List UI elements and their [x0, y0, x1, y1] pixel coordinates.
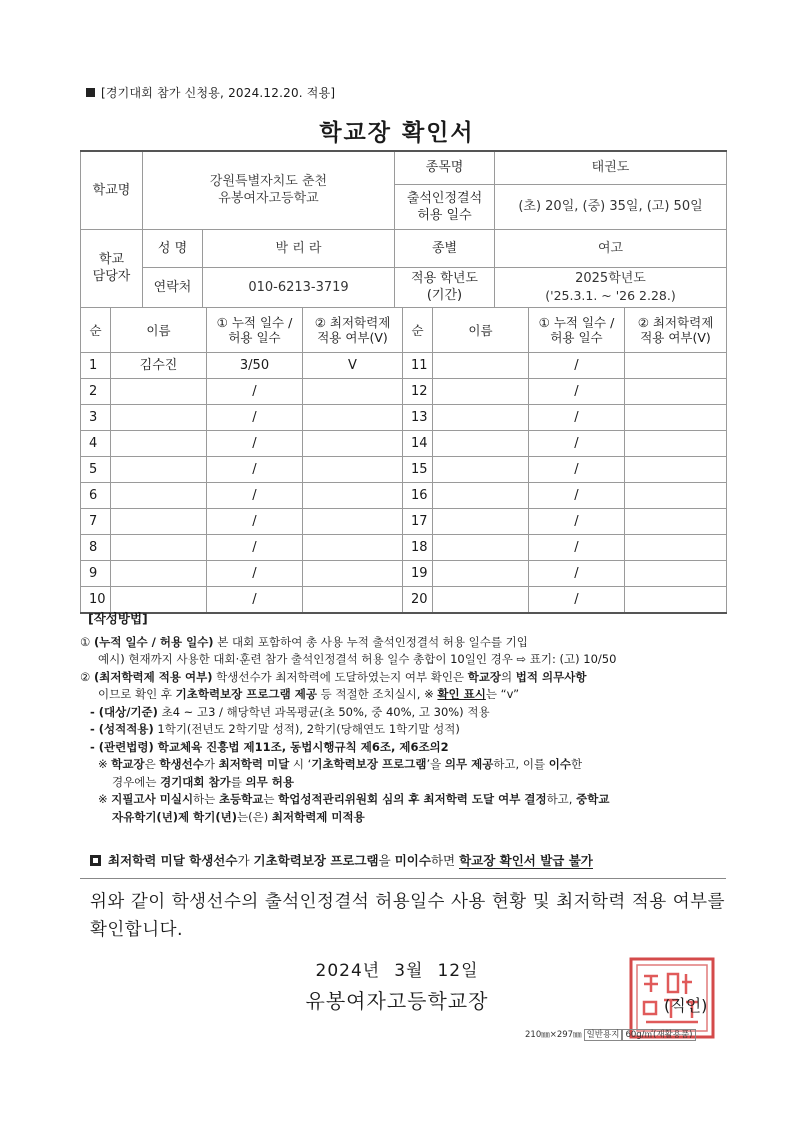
- student-name-left: [111, 483, 207, 509]
- student-name-left: [111, 535, 207, 561]
- row-number-left: 7: [81, 509, 111, 535]
- min-grade-left: [303, 561, 403, 587]
- days-right: /: [529, 353, 625, 379]
- days-right: /: [529, 405, 625, 431]
- days-left: /: [207, 535, 303, 561]
- student-table-header: [81, 308, 727, 353]
- student-name-left: 김수진: [111, 353, 207, 379]
- row-number-left: 4: [81, 431, 111, 457]
- days-left: 3/50: [207, 353, 303, 379]
- row-number-left: 8: [81, 535, 111, 561]
- days-right: /: [529, 561, 625, 587]
- year-value: 2025학년도 ('25.3.1. ~ '26 2.28.): [495, 267, 727, 307]
- page-title: 학교장 확인서: [319, 120, 475, 146]
- row-number-right: 12: [403, 379, 433, 405]
- row-number-right: 18: [403, 535, 433, 561]
- student-name-right: [433, 535, 529, 561]
- table-row: [81, 353, 727, 379]
- row-number-left: 3: [81, 405, 111, 431]
- row-number-right: 19: [403, 561, 433, 587]
- writing-method: [80, 610, 730, 826]
- row-number-left: 1: [81, 353, 111, 379]
- method-line-10: ※ 지필고사 미실시하는 초등학교는 학업성적관리위원회 심의 후 최저학력 도달 여부 결정하고, 중학교: [98, 792, 610, 806]
- min-grade-right: [625, 405, 727, 431]
- student-name-left: [111, 431, 207, 457]
- confirm-text: 위와 같이 학생선수의 출석인정결석 허용일수 사용 현황 및 최저학력 적용 여부를 확인합니다.: [90, 892, 725, 940]
- student-name-left: [111, 509, 207, 535]
- min-grade-right: [625, 457, 727, 483]
- row-number-right: 15: [403, 457, 433, 483]
- days-left: /: [207, 405, 303, 431]
- method-line-8: ※ 학교장은 학생선수가 최저학력 미달 시 ‘기초학력보장 프로그램’을 의무 제공하고, 이를 이수한: [98, 757, 583, 771]
- allowed-days-value: (초) 20일, (중) 35일, (고) 50일: [495, 184, 727, 229]
- col-name-right: 이름: [433, 308, 529, 353]
- student-name-right: [433, 561, 529, 587]
- student-name-left: [111, 379, 207, 405]
- method-line-6: - (성적적용) 1학기(전년도 2학기말 성적), 2학기(당해연도 1학기말 성적): [90, 722, 460, 736]
- min-grade-left: [303, 535, 403, 561]
- min-grade-left: [303, 431, 403, 457]
- row-number-left: 2: [81, 379, 111, 405]
- table-row: [81, 457, 727, 483]
- days-left: /: [207, 431, 303, 457]
- row-number-right: 17: [403, 509, 433, 535]
- method-line-3: ② (최저학력제 적용 여부) 학생선수가 최저학력에 도달하였는지 여부 확인은 학교장의 법적 의무사항: [80, 669, 587, 684]
- student-name-right: [433, 509, 529, 535]
- arrow-box-icon: [90, 855, 101, 866]
- min-grade-left: [303, 379, 403, 405]
- row-number-left: 10: [81, 587, 111, 614]
- days-right: /: [529, 379, 625, 405]
- event-value: 태권도: [495, 151, 727, 184]
- student-name-right: [433, 405, 529, 431]
- method-line-2: 예시) 현재까지 사용한 대회·훈련 참가 출석인정결석 허용 일수 총합이 10일인 경우 ⇨ 표기: (고) 10/50: [98, 652, 617, 666]
- col-min-left: ② 최저학력제 적용 여부(V): [303, 308, 403, 353]
- table-row: [81, 561, 727, 587]
- allowed-days-label: 출석인정결석 허용 일수: [395, 184, 495, 229]
- row-number-right: 16: [403, 483, 433, 509]
- min-grade-right: [625, 535, 727, 561]
- col-min-right: ② 최저학력제 적용 여부(V): [625, 308, 727, 353]
- col-days-left: ① 누적 일수 / 허용 일수: [207, 308, 303, 353]
- contact-value: 010-6213-3719: [203, 267, 395, 307]
- seal-label: (직인): [664, 996, 708, 1015]
- days-left: /: [207, 379, 303, 405]
- table-row: [81, 405, 727, 431]
- issue-date: 2024년 3월 12일: [315, 961, 479, 981]
- method-line-11: 자유학기(년)제 학기(년)는(은) 최저학력제 미적용: [112, 809, 365, 824]
- name-value: 박 리 라: [203, 229, 395, 267]
- method-line-9: 경우에는 경기대회 참가를 의무 허용: [112, 774, 294, 789]
- signer-name: 유봉여자고등학교장: [305, 989, 489, 1013]
- school-label: 학교명: [81, 151, 143, 229]
- min-grade-left: V: [303, 353, 403, 379]
- days-right: /: [529, 509, 625, 535]
- method-line-5: - (대상/기준) 초4 ~ 고3 / 해당학년 과목평균(초 50%, 중 40%, 고 30%) 적용: [90, 704, 490, 719]
- year-label: 적용 학년도 (기간): [395, 267, 495, 307]
- days-right: /: [529, 457, 625, 483]
- col-no-left: 순: [81, 308, 111, 353]
- min-grade-right: [625, 561, 727, 587]
- warning-line: 최저학력 미달 학생선수가 기초학력보장 프로그램을 미이수하면 학교장 확인서 발급 불가: [90, 851, 593, 869]
- student-name-right: [433, 431, 529, 457]
- col-days-right: ① 누적 일수 / 허용 일수: [529, 308, 625, 353]
- row-number-left: 6: [81, 483, 111, 509]
- row-number-left: 9: [81, 561, 111, 587]
- days-left: /: [207, 457, 303, 483]
- header-note: [경기대회 참가 신청용, 2024.12.20. 적용]: [86, 84, 335, 101]
- info-table: [80, 150, 727, 308]
- min-grade-right: [625, 509, 727, 535]
- days-right: /: [529, 535, 625, 561]
- days-right: /: [529, 431, 625, 457]
- gender-value: 여고: [495, 229, 727, 267]
- contact-label: 연락처: [143, 267, 203, 307]
- row-number-right: 20: [403, 587, 433, 614]
- paper-spec: 210㎜×297㎜ 일반용지 60g/㎡(재활용품): [523, 1028, 696, 1040]
- days-left: /: [207, 561, 303, 587]
- min-grade-left: [303, 509, 403, 535]
- min-grade-right: [625, 353, 727, 379]
- student-name-right: [433, 457, 529, 483]
- days-left: /: [207, 483, 303, 509]
- gender-label: 종별: [395, 229, 495, 267]
- row-number-right: 11: [403, 353, 433, 379]
- student-name-right: [433, 483, 529, 509]
- days-left: /: [207, 509, 303, 535]
- student-name-right: [433, 353, 529, 379]
- min-grade-left: [303, 405, 403, 431]
- manager-label: 학교 담당자: [81, 229, 143, 307]
- divider: [80, 878, 726, 879]
- min-grade-right: [625, 483, 727, 509]
- event-label: 종목명: [395, 151, 495, 184]
- col-name-left: 이름: [111, 308, 207, 353]
- row-number-right: 13: [403, 405, 433, 431]
- method-line-4: 이므로 확인 후 기초학력보장 프로그램 제공 등 적절한 조치실시, ※ 확인 표시는 “v”: [98, 687, 520, 701]
- school-name: 강원특별자치도 춘천 유봉여자고등학교: [143, 151, 395, 229]
- student-table: [80, 307, 727, 614]
- table-row: [81, 431, 727, 457]
- table-row: [81, 509, 727, 535]
- min-grade-left: [303, 483, 403, 509]
- method-title: [작성방법]: [88, 611, 148, 626]
- min-grade-right: [625, 379, 727, 405]
- min-grade-left: [303, 457, 403, 483]
- row-number-right: 14: [403, 431, 433, 457]
- min-grade-right: [625, 431, 727, 457]
- name-label: 성 명: [143, 229, 203, 267]
- method-line-7: - (관련법령) 학교체육 진흥법 제11조, 동법시행규칙 제6조, 제6조의2: [90, 739, 449, 754]
- student-name-right: [433, 379, 529, 405]
- days-right: /: [529, 587, 625, 614]
- days-right: /: [529, 483, 625, 509]
- square-bullet-icon: [86, 88, 95, 97]
- student-name-left: [111, 457, 207, 483]
- method-line-1: ① (누적 일수 / 허용 일수) 본 대회 포함하여 총 사용 누적 출석인정결석 허용 일수를 기입: [80, 634, 528, 649]
- row-number-left: 5: [81, 457, 111, 483]
- days-left: /: [207, 587, 303, 614]
- student-name-left: [111, 561, 207, 587]
- student-name-left: [111, 405, 207, 431]
- table-row: [81, 483, 727, 509]
- col-no-right: 순: [403, 308, 433, 353]
- table-row: [81, 379, 727, 405]
- table-row: [81, 535, 727, 561]
